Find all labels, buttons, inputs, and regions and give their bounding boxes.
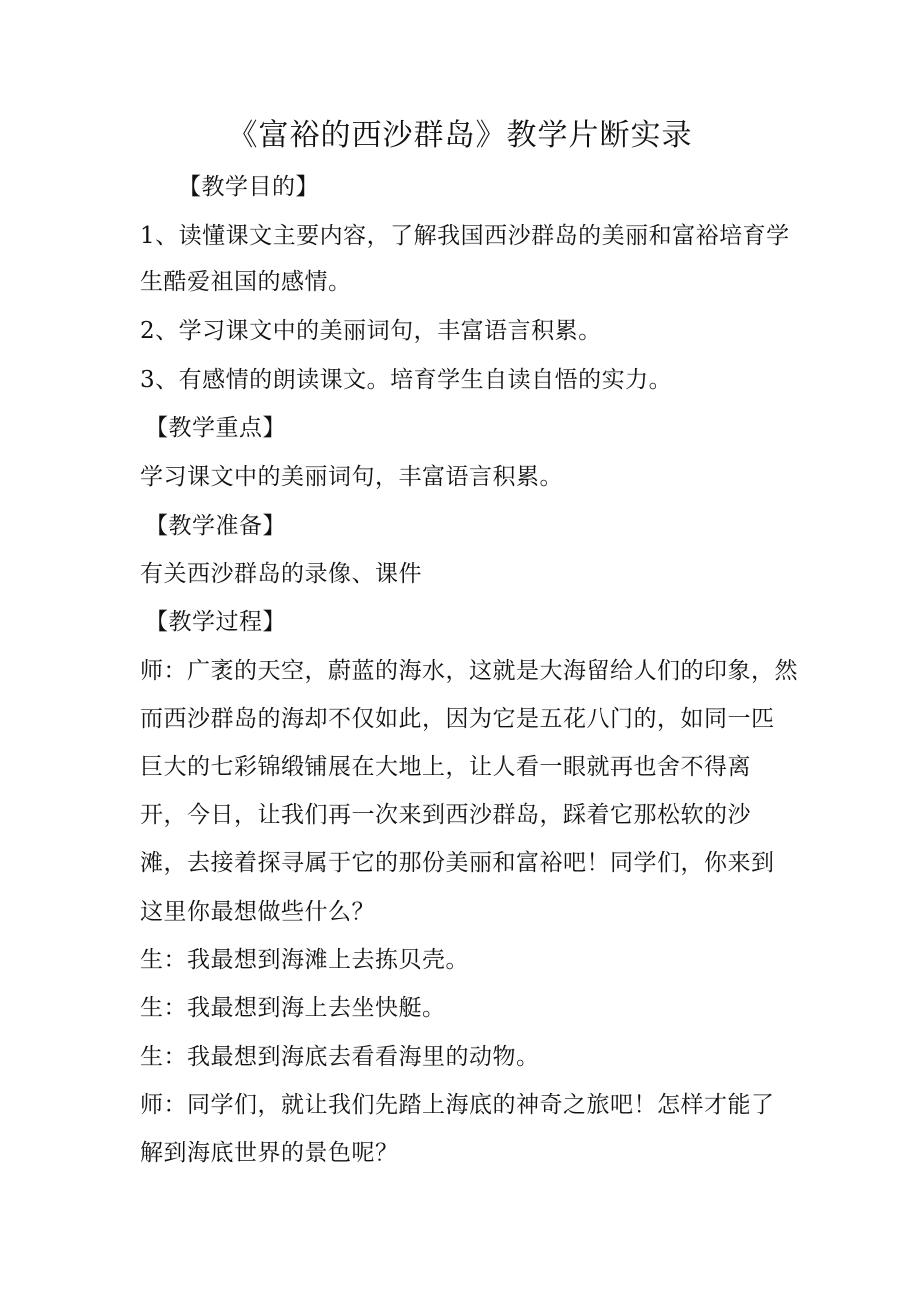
teacher-question-line-1: 师：同学们，就让我们先踏上海底的神奇之旅吧！怎样才能了 [140, 1092, 775, 1118]
teacher-paragraph-line-4: 开，今日，让我们再一次来到西沙群岛，踩着它那松软的沙 [140, 802, 751, 828]
objective-1-line-2: 生酷爱祖国的感情。 [140, 269, 352, 295]
teacher-paragraph-line-5: 滩，去接着探寻属于它的那份美丽和富裕吧！同学们，你来到 [140, 850, 775, 876]
objective-1-line-1: 1、读懂课文主要内容，了解我国西沙群岛的美丽和富裕培育学 [140, 223, 790, 249]
teacher-paragraph-line-6: 这里你最想做些什么？ [140, 899, 375, 925]
objective-3: 3、有感情的朗读课文。培育学生自读自悟的实力。 [140, 367, 673, 393]
student-answer-2: 生：我最想到海上去坐快艇。 [140, 995, 446, 1021]
section-heading-objectives: 【教学目的】 [178, 174, 319, 200]
teacher-paragraph-line-3: 巨大的七彩锦缎铺展在大地上，让人看一眼就再也舍不得离 [140, 754, 751, 780]
preparation-text: 有关西沙群岛的录像、课件 [140, 561, 422, 587]
section-heading-preparation: 【教学准备】 [145, 513, 286, 539]
teacher-question-line-2: 解到海底世界的景色呢？ [140, 1140, 399, 1166]
section-heading-key-points: 【教学重点】 [145, 415, 286, 441]
key-points-text: 学习课文中的美丽词句，丰富语言积累。 [140, 464, 563, 490]
section-heading-process: 【教学过程】 [145, 609, 286, 635]
student-answer-1: 生：我最想到海滩上去拣贝壳。 [140, 947, 469, 973]
teacher-paragraph-line-1: 师：广袤的天空，蔚蓝的海水，这就是大海留给人们的印象，然 [140, 658, 798, 684]
document-title: 《富裕的西沙群岛》教学片断实录 [227, 118, 693, 153]
teacher-paragraph-line-2: 而西沙群岛的海却不仅如此，因为它是五花八门的，如同一匹 [140, 706, 775, 732]
objective-2: 2、学习课文中的美丽词句，丰富语言积累。 [140, 318, 602, 344]
student-answer-3: 生：我最想到海底去看看海里的动物。 [140, 1044, 540, 1070]
